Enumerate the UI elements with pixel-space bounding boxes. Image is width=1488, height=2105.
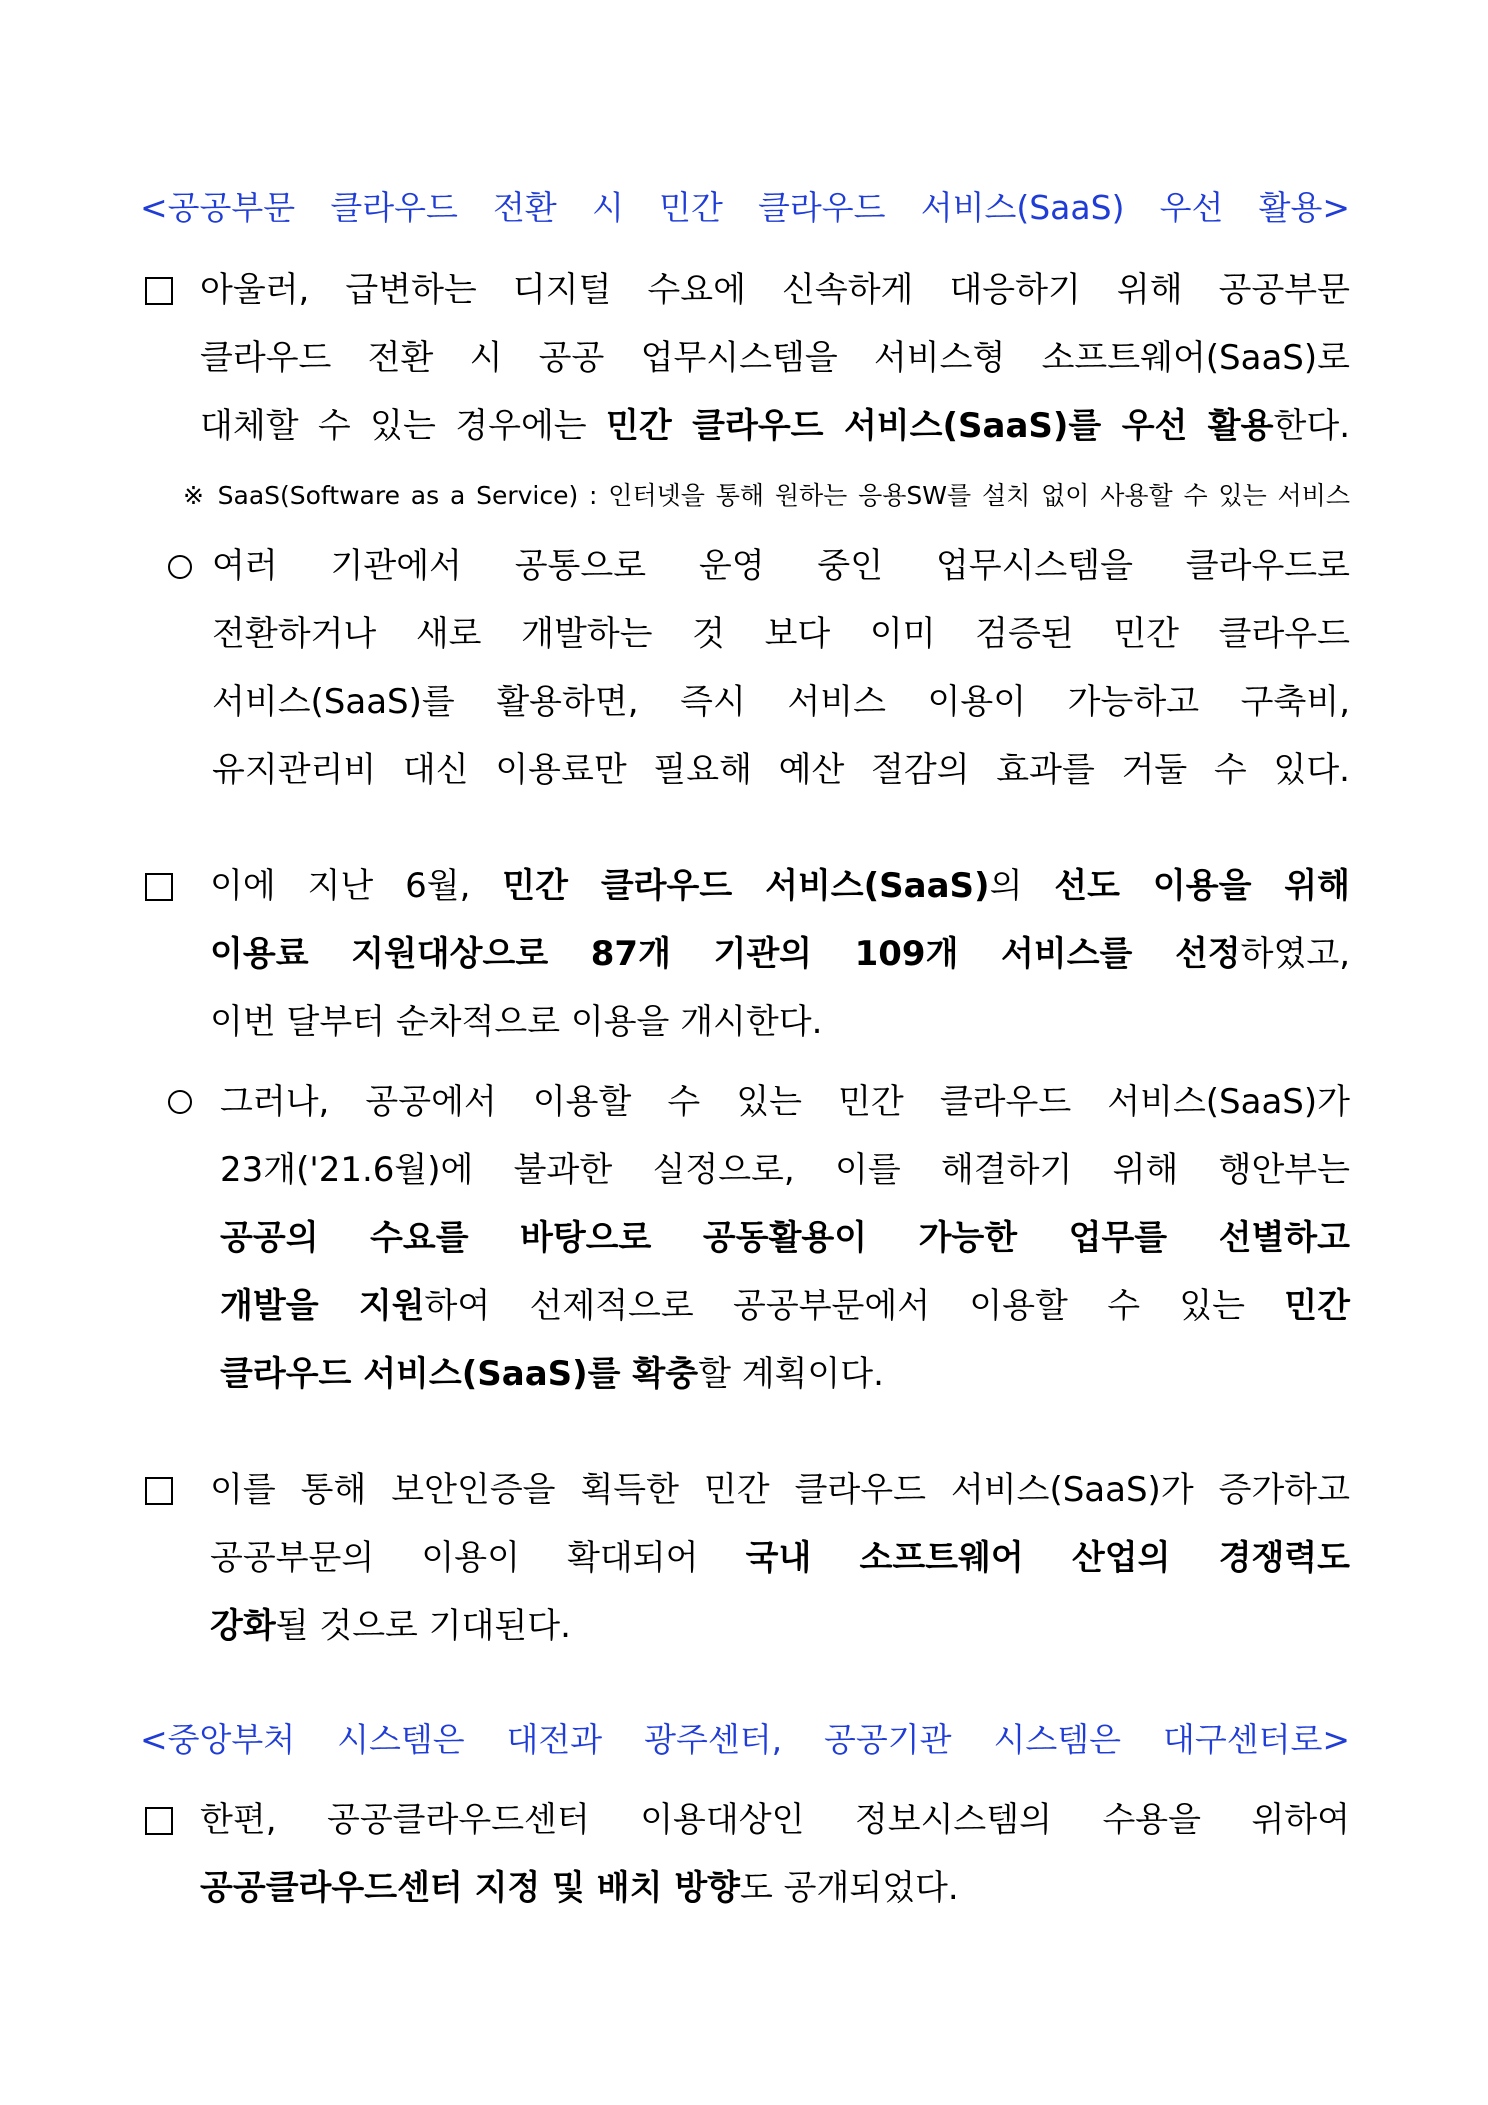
- text-line: 한편, 공공클라우드센터 이용대상인 정보시스템의 수용을 위하여: [200, 1800, 1350, 1840]
- subparagraph-expansion: [220, 1068, 1350, 1408]
- bold-text: 국내 소프트웨어 산업의 경쟁력도: [745, 1538, 1350, 1578]
- bold-text: 개발을 지원: [220, 1286, 425, 1326]
- text-span: 대체할 수 있는 경우에는: [200, 406, 607, 446]
- checkbox-bullet: [145, 1477, 173, 1505]
- paragraph-selection: [210, 852, 1350, 1056]
- text-line: 서비스(SaaS)를 활용하면, 즉시 서비스 이용이 가능하고 구축비,: [212, 682, 1350, 722]
- text-span: 도 공개되었다.: [740, 1868, 959, 1908]
- text-span: 하여 선제적으로 공공부문에서 이용할 수 있는: [424, 1286, 1285, 1326]
- bold-text: 민간 클라우드 서비스(SaaS): [502, 866, 990, 906]
- bold-text: 강화: [210, 1606, 276, 1646]
- paragraph-industry: [210, 1456, 1350, 1660]
- text-line: [210, 1524, 1350, 1592]
- text-line: 공공의 수요를 바탕으로 공동활용이 가능한 업무를 선별하고: [220, 1218, 1350, 1258]
- circle-bullet: [168, 555, 192, 579]
- section-heading-saas: <공공부문 클라우드 전환 시 민간 클라우드 서비스(SaaS) 우선 활용>: [140, 188, 1350, 227]
- circle-bullet: [168, 1090, 192, 1114]
- bold-text: 선도 이용을 위해: [1054, 866, 1350, 906]
- text-span: 한다.: [1273, 406, 1350, 446]
- bold-text: 민간 클라우드 서비스(SaaS)를 우선 활용: [606, 406, 1274, 446]
- text-line: 이번 달부터 순차적으로 이용을 개시한다.: [210, 1002, 823, 1042]
- text-line: [210, 920, 1350, 988]
- checkbox-bullet: [145, 1807, 173, 1835]
- text-span: 될 것으로 기대된다.: [275, 1606, 571, 1646]
- text-line: [220, 1340, 1350, 1408]
- bold-text: 민간: [1284, 1286, 1350, 1326]
- text-span: 하였고,: [1240, 934, 1350, 974]
- section-heading-centers: <중앙부처 시스템은 대전과 광주센터, 공공기관 시스템은 대구센터로>: [140, 1720, 1350, 1759]
- saas-definition-note: ※ SaaS(Software as a Service) : 인터넷을 통해 원하는 응용SW를 설치 없이 사용할 수 있는 서비스: [183, 481, 1350, 510]
- text-span: 할 계획이다.: [698, 1354, 884, 1394]
- text-line: [210, 852, 1350, 920]
- text-line: 여러 기관에서 공통으로 운영 중인 업무시스템을 클라우드로: [212, 546, 1350, 586]
- text-line: [200, 1854, 1350, 1922]
- text-line: 그러나, 공공에서 이용할 수 있는 민간 클라우드 서비스(SaaS)가: [220, 1082, 1350, 1122]
- checkbox-bullet: [145, 873, 173, 901]
- text-span: 의: [989, 866, 1055, 906]
- bold-text: 공공클라우드센터 지정 및 배치 방향: [200, 1868, 741, 1908]
- text-line: [200, 392, 1350, 460]
- paragraph-saas-priority: [200, 256, 1350, 460]
- text-line: 아울러, 급변하는 디지털 수요에 신속하게 대응하기 위해 공공부문: [200, 270, 1350, 310]
- text-span: 이에 지난 6월,: [210, 866, 503, 906]
- text-line: 전환하거나 새로 개발하는 것 보다 이미 검증된 민간 클라우드: [212, 614, 1350, 654]
- text-line: 이를 통해 보안인증을 획득한 민간 클라우드 서비스(SaaS)가 증가하고: [210, 1470, 1350, 1510]
- text-line: 유지관리비 대신 이용료만 필요해 예산 절감의 효과를 거둘 수 있다.: [212, 750, 1350, 790]
- text-line: [220, 1272, 1350, 1340]
- text-span: 공공부문의 이용이 확대되어: [210, 1538, 746, 1578]
- bold-text: 이용료 지원대상으로 87개 기관의 109개 서비스를 선정: [210, 934, 1241, 974]
- text-line: 클라우드 전환 시 공공 업무시스템을 서비스형 소프트웨어(SaaS)로: [200, 338, 1350, 378]
- subparagraph-saas-benefit: [212, 532, 1350, 804]
- text-line: [210, 1592, 1350, 1660]
- paragraph-center-designation: [200, 1786, 1350, 1922]
- checkbox-bullet: [145, 277, 173, 305]
- bold-text: 클라우드 서비스(SaaS)를 확충: [220, 1354, 699, 1394]
- text-line: 23개('21.6월)에 불과한 실정으로, 이를 해결하기 위해 행안부는: [220, 1150, 1350, 1190]
